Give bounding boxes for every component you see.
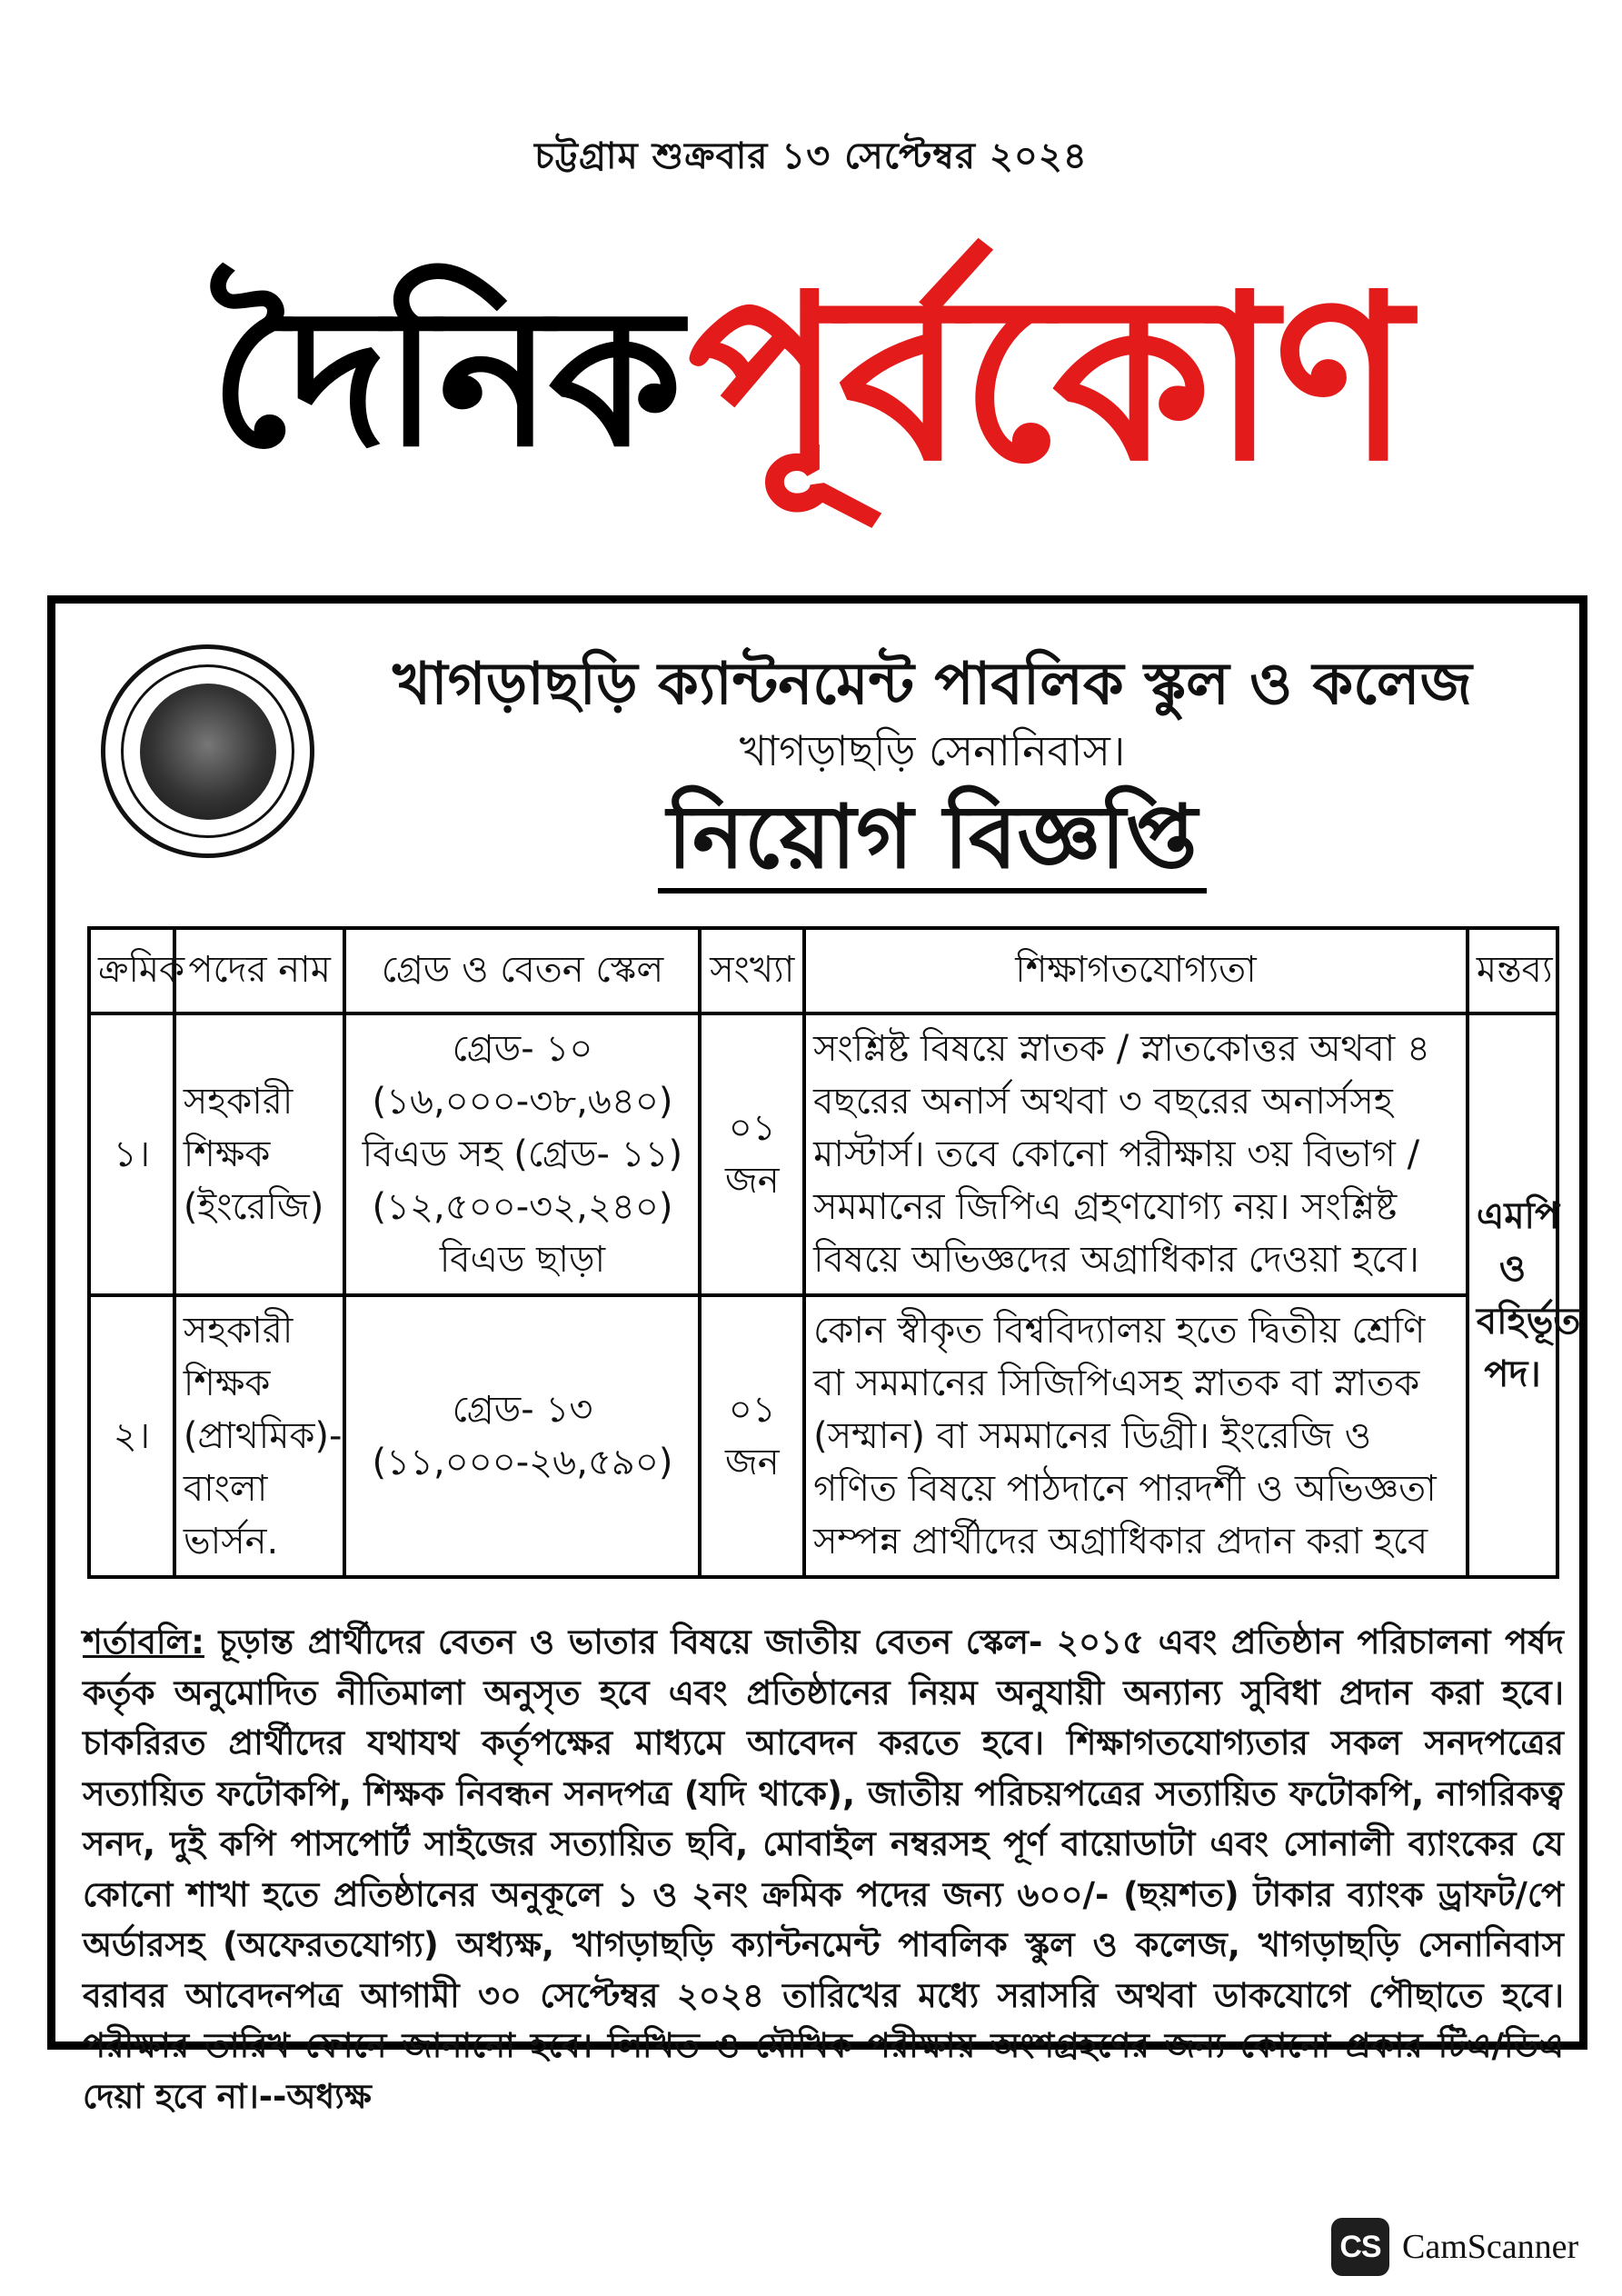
recruitment-notice <box>47 595 1587 2116</box>
dateline: চট্টগ্রাম শুক্রবার ১৩ সেপ্টেম্বর ২০২৪ <box>534 135 1088 177</box>
cell-post: সহকারী শিক্ষক (ইংরেজি) <box>174 1013 345 1295</box>
terms-text: চূড়ান্ত প্রার্থীদের বেতন ও ভাতার বিষয়ে জাতীয় বেতন স্কেল- ২০১৫ এবং প্রতিষ্ঠান পরিচালনা পর্ষদ কর্তৃক অনুমোদিত নীতিমালা অনুসৃত হবে এবং প্রতিষ্ঠানের নিয়ম অনুযায়ী অন্যান্য সুবিধা প্রদান করা হবে। চাকরিরত প্রার্থীদের যথাযথ কর্তৃপক্ষের মাধ্যমে আবেদন করতে হবে। শিক্ষাগতযোগ্যতার সকল সনদপত্রের সত্যায়িত ফটোকপি, শিক্ষক নিবন্ধন সনদপত্র (যদি থাকে), জাতীয় পরিচয়পত্রের সত্যায়িত ফটোকপি, নাগরিকত্ব সনদ, দুই কপি পাসপোর্ট সাইজের সত্যায়িত ছবি, মোবাইল নম্বরসহ পূর্ণ বায়োডাটা এবং সোনালী ব্যাংকের যে কোনো শাখা হতে প্রতিষ্ঠানের অনুকূলে ১ ও ২নং ক্রমিক পদের জন্য ৬০০/- (ছয়শত) টাকার ব্যাংক ড্রাফট/পে অর্ডারসহ (অফেরতযোগ্য) অধ্যক্ষ, খাগড়াছড়ি ক্যান্টনমেন্ট পাবলিক স্কুল ও কলেজ, খাগড়াছড়ি সেনানিবাস বরাবর আবেদনপত্র আগামী ৩০ সেপ্টেম্বর ২০২৪ তারিখের মধ্যে সরাসরি অথবা ডাকযোগে পৌছাতে হবে। পরীক্ষার তারিখ ফোনে জানানো হবে। লিখিত ও মৌখিক পরীক্ষায় অংশগ্রহণের জন্য কোনো প্রকার টিএ/ডিএ দেয়া হবে না। <box>83 1622 1564 2116</box>
header-grade: গ্রেড ও বেতন স্কেল <box>344 928 700 1013</box>
cell-remark: এমপি ও বহির্ভূত পদ। <box>1468 1013 1557 1577</box>
cell-grade: গ্রেড- ১৩ (১১,০০০-২৬,৫৯০) <box>344 1295 700 1577</box>
header-remark: মন্তব্য <box>1468 928 1557 1013</box>
camscanner-icon: CS <box>1331 2218 1389 2276</box>
school-name: খাগড়াছড়ি ক্যান্টনমেন্ট পাবলিক স্কুল ও কলেজ <box>393 651 1472 718</box>
table-row <box>89 1013 1557 1295</box>
institution-seal-icon <box>101 644 314 858</box>
camscanner-label: CamScanner <box>1402 2228 1579 2266</box>
table-row <box>89 1295 1557 1577</box>
terms-label: শর্তাবলি: <box>83 1622 204 1662</box>
camscanner-watermark <box>1331 2218 1578 2276</box>
header-serial: ক্রমিক <box>89 928 174 1013</box>
vacancy-table <box>87 926 1581 1579</box>
notice-title: নিয়োগ বিজ্ঞপ্তি <box>328 785 1537 890</box>
masthead-red-text: পূর্বকোণ <box>687 244 1408 511</box>
signoff: --অধ্যক্ষ <box>258 2076 372 2116</box>
cell-serial: ২। <box>89 1295 174 1577</box>
cell-post: সহকারী শিক্ষক (প্রাথমিক)- বাংলা ভার্সন. <box>174 1295 345 1577</box>
newspaper-masthead <box>36 186 1581 568</box>
header-education: শিক্ষাগতযোগ্যতা <box>804 928 1468 1013</box>
cell-count: ০১ জন <box>700 1295 804 1577</box>
header-post: পদের নাম <box>174 928 345 1013</box>
cell-count: ০১ জন <box>700 1013 804 1295</box>
header-count: সংখ্যা <box>700 928 804 1013</box>
table-header-row <box>89 928 1557 1013</box>
school-location: খাগড়াছড়ি সেনানিবাস। <box>739 726 1126 775</box>
terms-and-conditions <box>83 1617 1564 2121</box>
masthead-black-text: দৈনিক <box>210 265 679 489</box>
cell-education: সংশ্লিষ্ট বিষয়ে স্নাতক / স্নাতকোত্তর অথবা ৪ বছরের অনার্স অথবা ৩ বছরের অনার্সসহ মাস্টার্স। তবে কোনো পরীক্ষায় ৩য় বিভাগ / সমমানের জিপিএ গ্রহণযোগ্য নয়। সংশ্লিষ্ট বিষয়ে অভিজ্ঞদের অগ্রাধিকার দেওয়া হবে। <box>804 1013 1468 1295</box>
cell-education: কোন স্বীকৃত বিশ্ববিদ্যালয় হতে দ্বিতীয় শ্রেণি বা সমমানের সিজিপিএসহ স্নাতক বা স্নাতক (সম্মান) বা সমমানের ডিগ্রী। ইংরেজি ও গণিত বিষয়ে পাঠদানে পারদর্শী ও অভিজ্ঞতা সম্পন্ন প্রার্থীদের অগ্রাধিকার প্রদান করা হবে <box>804 1295 1468 1577</box>
cell-grade: গ্রেড- ১০ (১৬,০০০-৩৮,৬৪০) বিএড সহ (গ্রেড- ১১) (১২,৫০০-৩২,২৪০) বিএড ছাড়া <box>344 1013 700 1295</box>
cell-serial: ১। <box>89 1013 174 1295</box>
